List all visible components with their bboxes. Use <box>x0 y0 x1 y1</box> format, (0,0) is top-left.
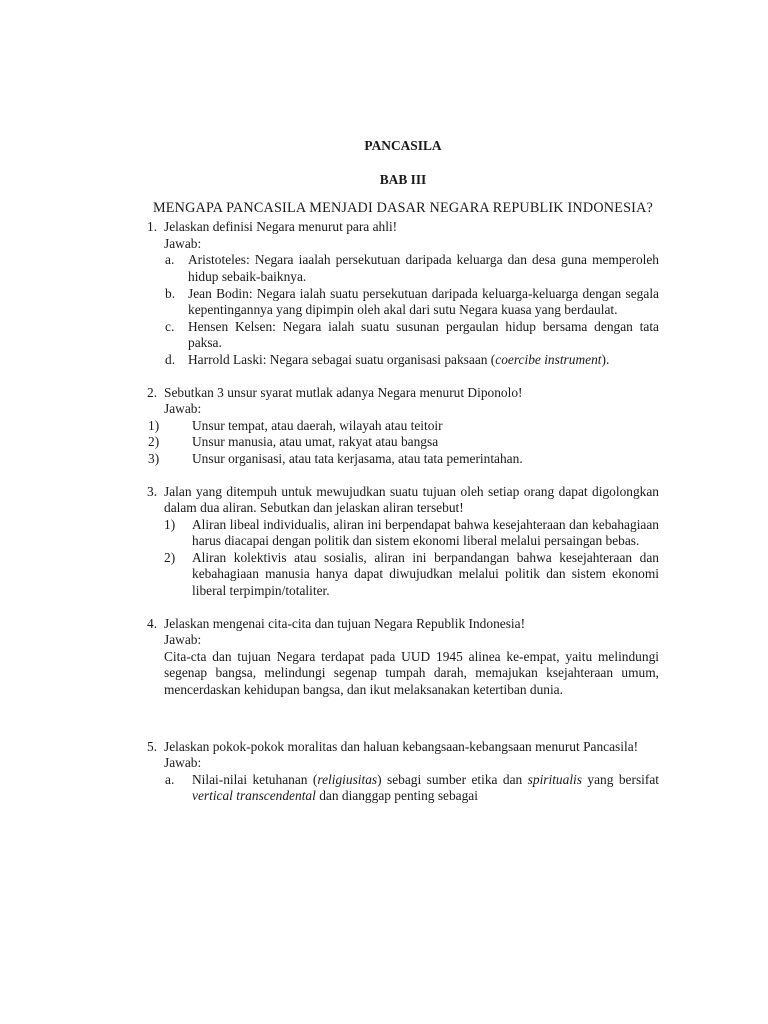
spacer <box>147 600 659 616</box>
list-item <box>164 252 659 285</box>
document-body <box>147 138 659 805</box>
list-marker: 1) <box>164 516 176 532</box>
answer-label: Jawab: <box>164 235 202 251</box>
list-marker: 2) <box>164 549 176 565</box>
list-marker: d. <box>165 351 176 367</box>
answer-label: Jawab: <box>164 632 202 648</box>
question-number: 2. <box>147 384 158 400</box>
spacer <box>147 369 659 385</box>
list-item-text-end: ). <box>601 351 610 367</box>
list-item <box>164 517 659 550</box>
list-item <box>164 319 659 352</box>
question-5 <box>147 739 659 805</box>
list-item <box>164 286 659 319</box>
list-marker: b. <box>165 285 176 301</box>
list-item-text: Unsur manusia, atau umat, rakyat atau bangsa <box>192 434 439 450</box>
list-marker: a. <box>165 252 175 268</box>
list-item <box>164 352 659 369</box>
question-1 <box>147 219 659 368</box>
question-4 <box>147 616 659 699</box>
list-item-text: dan dianggap penting sebagai <box>315 788 478 804</box>
document-title: PANCASILA <box>364 138 442 153</box>
list-item-text: Unsur organisasi, atau tata kerjasama, atau tata pemerintahan. <box>192 450 523 466</box>
list-item-italic: spiritualis <box>527 771 582 787</box>
list-item-text: Aristoteles: Negara iaalah persekutuan daripada keluarga dan desa guna memperoleh hidup sebaik-baiknya. <box>188 252 659 284</box>
list-item <box>164 550 659 600</box>
chapter-heading: BAB III <box>379 171 427 187</box>
list-marker: 1) <box>148 417 160 433</box>
list-marker: 2) <box>148 434 160 450</box>
question-number: 3. <box>147 483 158 499</box>
question-number: 1. <box>147 219 158 235</box>
answer-label: Jawab: <box>164 401 202 417</box>
list-item-italic: coercibe instrument <box>495 351 602 367</box>
question-3 <box>147 484 659 600</box>
question-text: Jelaskan definisi Negara menurut para ahli! <box>164 219 398 235</box>
list-marker: c. <box>165 318 175 334</box>
question-number: 4. <box>147 615 158 631</box>
list-marker: a. <box>165 771 175 787</box>
list-item-text: Jean Bodin: Negara ialah suatu persekutuan daripada keluarga-keluarga dengan segala kepentingannya yang dipimpin oleh akal dari sutu Negara kuasa yang berdaulat. <box>188 285 659 318</box>
list-item <box>164 772 659 805</box>
list-item <box>147 418 659 435</box>
list-item-text: Aliran libeal individualis, aliran ini berpendapat bahwa kesejahteraan dan kebahagiaan harus diacapai dengan politik dan sistem ekonomi liberal melalui persaingan bebas. <box>192 516 659 549</box>
list-marker: 3) <box>148 450 160 466</box>
question-text: Jelaskan pokok-pokok moralitas dan haluan kebangsaan-kebangsaan menurut Pancasila! <box>164 738 639 754</box>
spacer <box>147 699 659 739</box>
list-item-italic: vertical transcendental <box>192 788 316 804</box>
question-text: Jalan yang ditempuh untuk mewujudkan suatu tujuan oleh setiap orang dapat digolongkan dalam dua aliran. Sebutkan dan jelaskan aliran tersebut! <box>164 483 659 516</box>
spacer <box>147 468 659 484</box>
chapter-subtitle: MENGAPA PANCASILA MENJADI DASAR NEGARA REPUBLIK INDONESIA? <box>152 200 654 217</box>
question-2 <box>147 385 659 468</box>
list-item-text: Aliran kolektivis atau sosialis, aliran ini berpandangan bahwa kesejahteraan dan kebahagiaan manusia hanya dapat diwujudkan melalui politik dan sistem ekonomi liberal terpimpin/totaliter. <box>192 549 659 599</box>
list-item-text: Unsur tempat, atau daerah, wilayah atau teitoir <box>192 417 443 433</box>
answer-label: Jawab: <box>164 755 202 771</box>
list-item-text: Hensen Kelsen: Negara ialah suatu susunan pergaulan hidup bersama dengan tata paksa. <box>188 318 659 351</box>
list-item <box>147 451 659 468</box>
list-item-italic: religiusitas <box>317 771 378 787</box>
list-item <box>147 434 659 451</box>
list-item-text: Nilai-nilai ketuhanan ( <box>192 771 318 787</box>
question-text: Jelaskan mengenai cita-cita dan tujuan Negara Republik Indonesia! <box>164 615 526 631</box>
list-item-text: ) sebagi sumber etika dan <box>377 771 528 787</box>
question-number: 5. <box>147 738 158 754</box>
list-item-text: yang bersifat <box>581 771 659 787</box>
list-item-text: Harrold Laski: Negara sebagai suatu organisasi paksaan ( <box>188 351 496 367</box>
question-text: Sebutkan 3 unsur syarat mutlak adanya Negara menurut Diponolo! <box>164 384 523 400</box>
answer-text: Cita-cta dan tujuan Negara terdapat pada UUD 1945 alinea ke-empat, yaitu melindungi segenap bangsa, melindungi segenap tumpah darah, memajukan ksejahteraan umum, mencerdaskan kehidupan bangsa, dan ikut melaksanakan ketertiban dunia. <box>164 648 659 698</box>
